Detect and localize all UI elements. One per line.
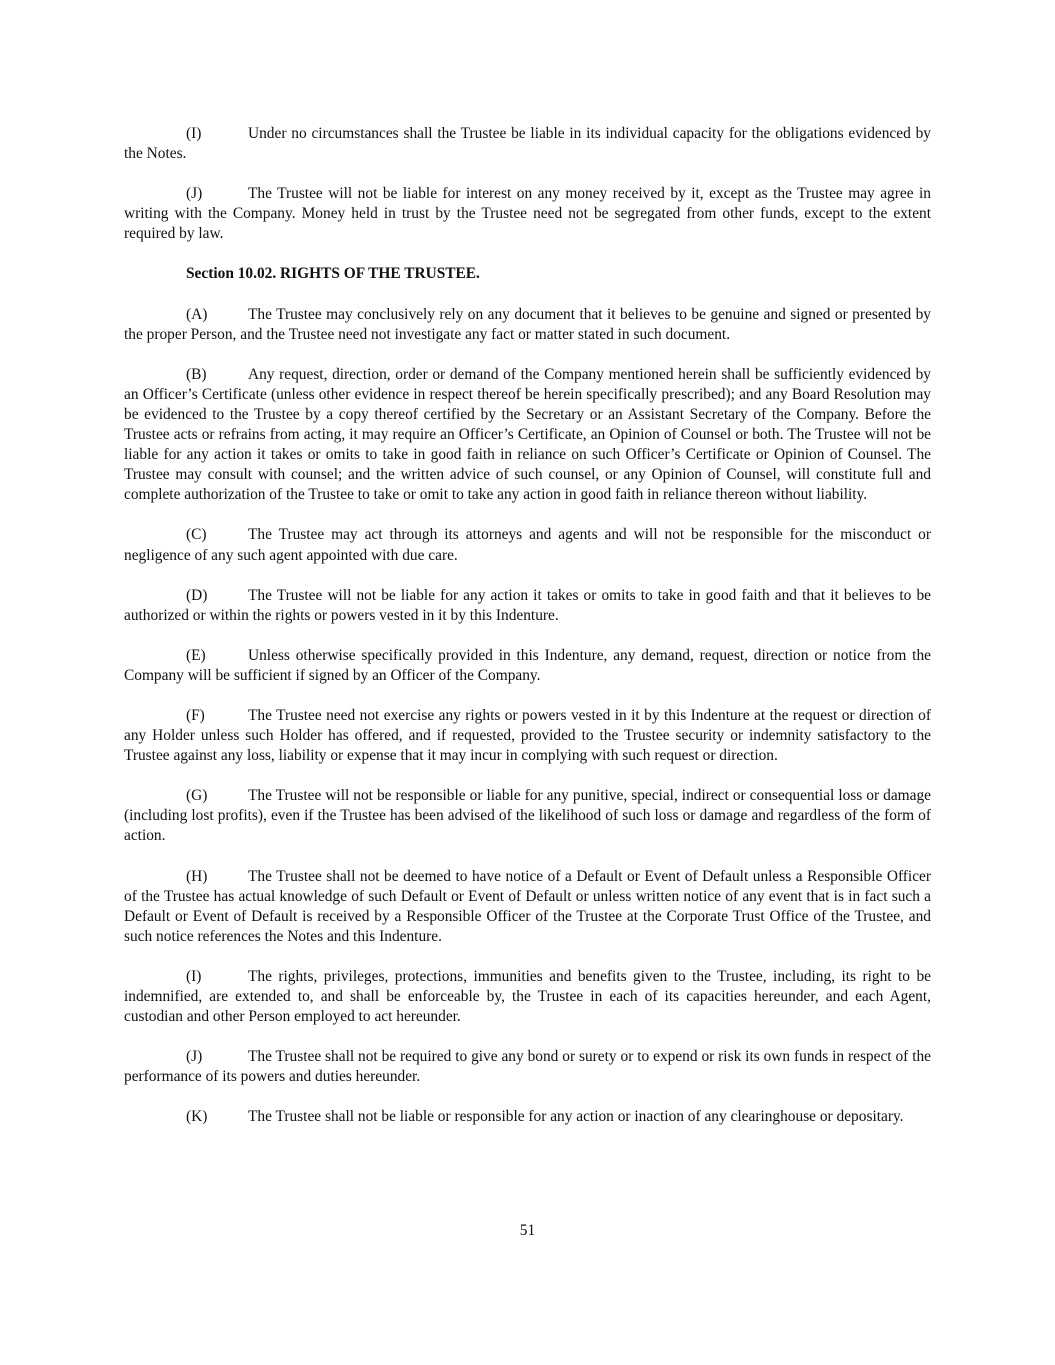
section-heading: Section 10.02. RIGHTS OF THE TRUSTEE. — [186, 265, 480, 283]
document-page — [124, 124, 931, 1147]
paragraph-text: Unless otherwise specifically provided in this Indenture, any demand, request, direction or notice from the Company will be sufficient if signed by an Officer of the Company. — [124, 646, 931, 684]
paragraph-h — [124, 867, 931, 947]
paragraph-label: (K) — [186, 1108, 208, 1126]
paragraph-text: The Trustee need not exercise any rights or powers vested in it by this Indenture at the request or direction of any Holder unless such Holder has offered, and if requested, provided to the Trustee security or indemnity satisfactory to the Trustee against any loss, liability or expense that it may incur in complying with such request or direction. — [124, 706, 931, 765]
paragraph-text: Under no circumstances shall the Trustee be liable in its individual capacity for the obligations evidenced by the Notes. — [124, 125, 931, 163]
paragraph-label: (H) — [186, 867, 208, 885]
paragraph-text: The Trustee shall not be deemed to have notice of a Default or Event of Default unless a Responsible Officer of the Trustee has actual knowledge of such Default or Event of Default or unless written notice of any event that is in fact such a Default or Event of Default is received by a Responsible Officer of the Trustee at the Corporate Trust Office of the Trustee, and such notice references the Notes and this Indenture. — [124, 867, 931, 945]
paragraph-label: (A) — [186, 305, 208, 323]
paragraph-text: The Trustee will not be responsible or liable for any punitive, special, indirect or consequential loss or damage (including lost profits), even if the Trustee has been advised of the likelihood of such loss or damage and regardless of the form of action. — [124, 787, 931, 845]
paragraph-text: The Trustee shall not be liable or responsible for any action or inaction of any clearinghouse or depositary. — [248, 1108, 904, 1126]
paragraph-e — [124, 646, 931, 686]
paragraph-label: (J) — [186, 1048, 203, 1066]
paragraph-j — [124, 1047, 931, 1087]
paragraph-label: (E) — [186, 646, 206, 664]
paragraph-label: (G) — [186, 787, 208, 805]
paragraph-i-top — [124, 124, 931, 164]
paragraph-label: (B) — [186, 365, 207, 383]
paragraph-text: The Trustee may act through its attorneys and agents and will not be responsible for the misconduct or negligence of any such agent appointed with due care. — [124, 526, 931, 564]
paragraph-text: The Trustee will not be liable for any action it takes or omits to take in good faith and that it believes to be authorized or within the rights or powers vested in it by this Indenture. — [124, 586, 931, 624]
paragraph-b — [124, 365, 931, 506]
paragraph-label: (F) — [186, 706, 205, 724]
paragraph-k — [124, 1107, 931, 1127]
paragraph-a — [124, 305, 931, 345]
page-number: 51 — [519, 1222, 536, 1239]
paragraph-text: Any request, direction, order or demand of the Company mentioned herein shall be sufficiently evidenced by an Officer’s Certificate (unless other evidence in respect thereof be herein specifically prescribed); and any Board Resolution may be evidenced to the Trustee by a copy thereof certified by the Secretary or an Assistant Secretary of the Company. Before the Trustee acts or refrains from acting, it may require an Officer’s Certificate, an Opinion of Counsel or both. The Trustee will not be liable for any action it takes or omits to take in good faith in reliance on such Officer’s Certificate or Opinion of Counsel. The Trustee may consult with counsel; and the written advice of such counsel, or any Opinion of Counsel, will constitute full and complete authorization of the Trustee to take or omit to take any action in good faith in reliance thereon without liability. — [124, 365, 931, 504]
paragraph-text: The Trustee shall not be required to give any bond or surety or to expend or risk its own funds in respect of the performance of its powers and duties hereunder. — [124, 1048, 931, 1086]
paragraph-text: The rights, privileges, protections, immunities and benefits given to the Trustee, including, its right to be indemnified, are extended to, and shall be enforceable by, the Trustee in each of its capacities hereunder, and each Agent, custodian and other Person employed to act hereunder. — [124, 967, 931, 1026]
paragraph-i — [124, 967, 931, 1027]
paragraph-d — [124, 586, 931, 626]
paragraph-label: (J) — [186, 185, 203, 203]
paragraph-f — [124, 706, 931, 766]
paragraph-j-top — [124, 184, 931, 244]
paragraph-g — [124, 786, 931, 846]
paragraph-text: The Trustee will not be liable for interest on any money received by it, except as the Trustee may agree in writing with the Company. Money held in trust by the Trustee need not be segregated from other funds, except to the extent required by law. — [124, 185, 931, 243]
paragraph-label: (I) — [186, 125, 202, 142]
paragraph-c — [124, 525, 931, 565]
paragraph-text: The Trustee may conclusively rely on any document that it believes to be genuine and signed or presented by the proper Person, and the Trustee need not investigate any fact or matter stated in such document. — [124, 305, 931, 343]
paragraph-label: (D) — [186, 586, 208, 604]
paragraph-label: (I) — [186, 967, 202, 985]
paragraph-label: (C) — [186, 526, 207, 544]
